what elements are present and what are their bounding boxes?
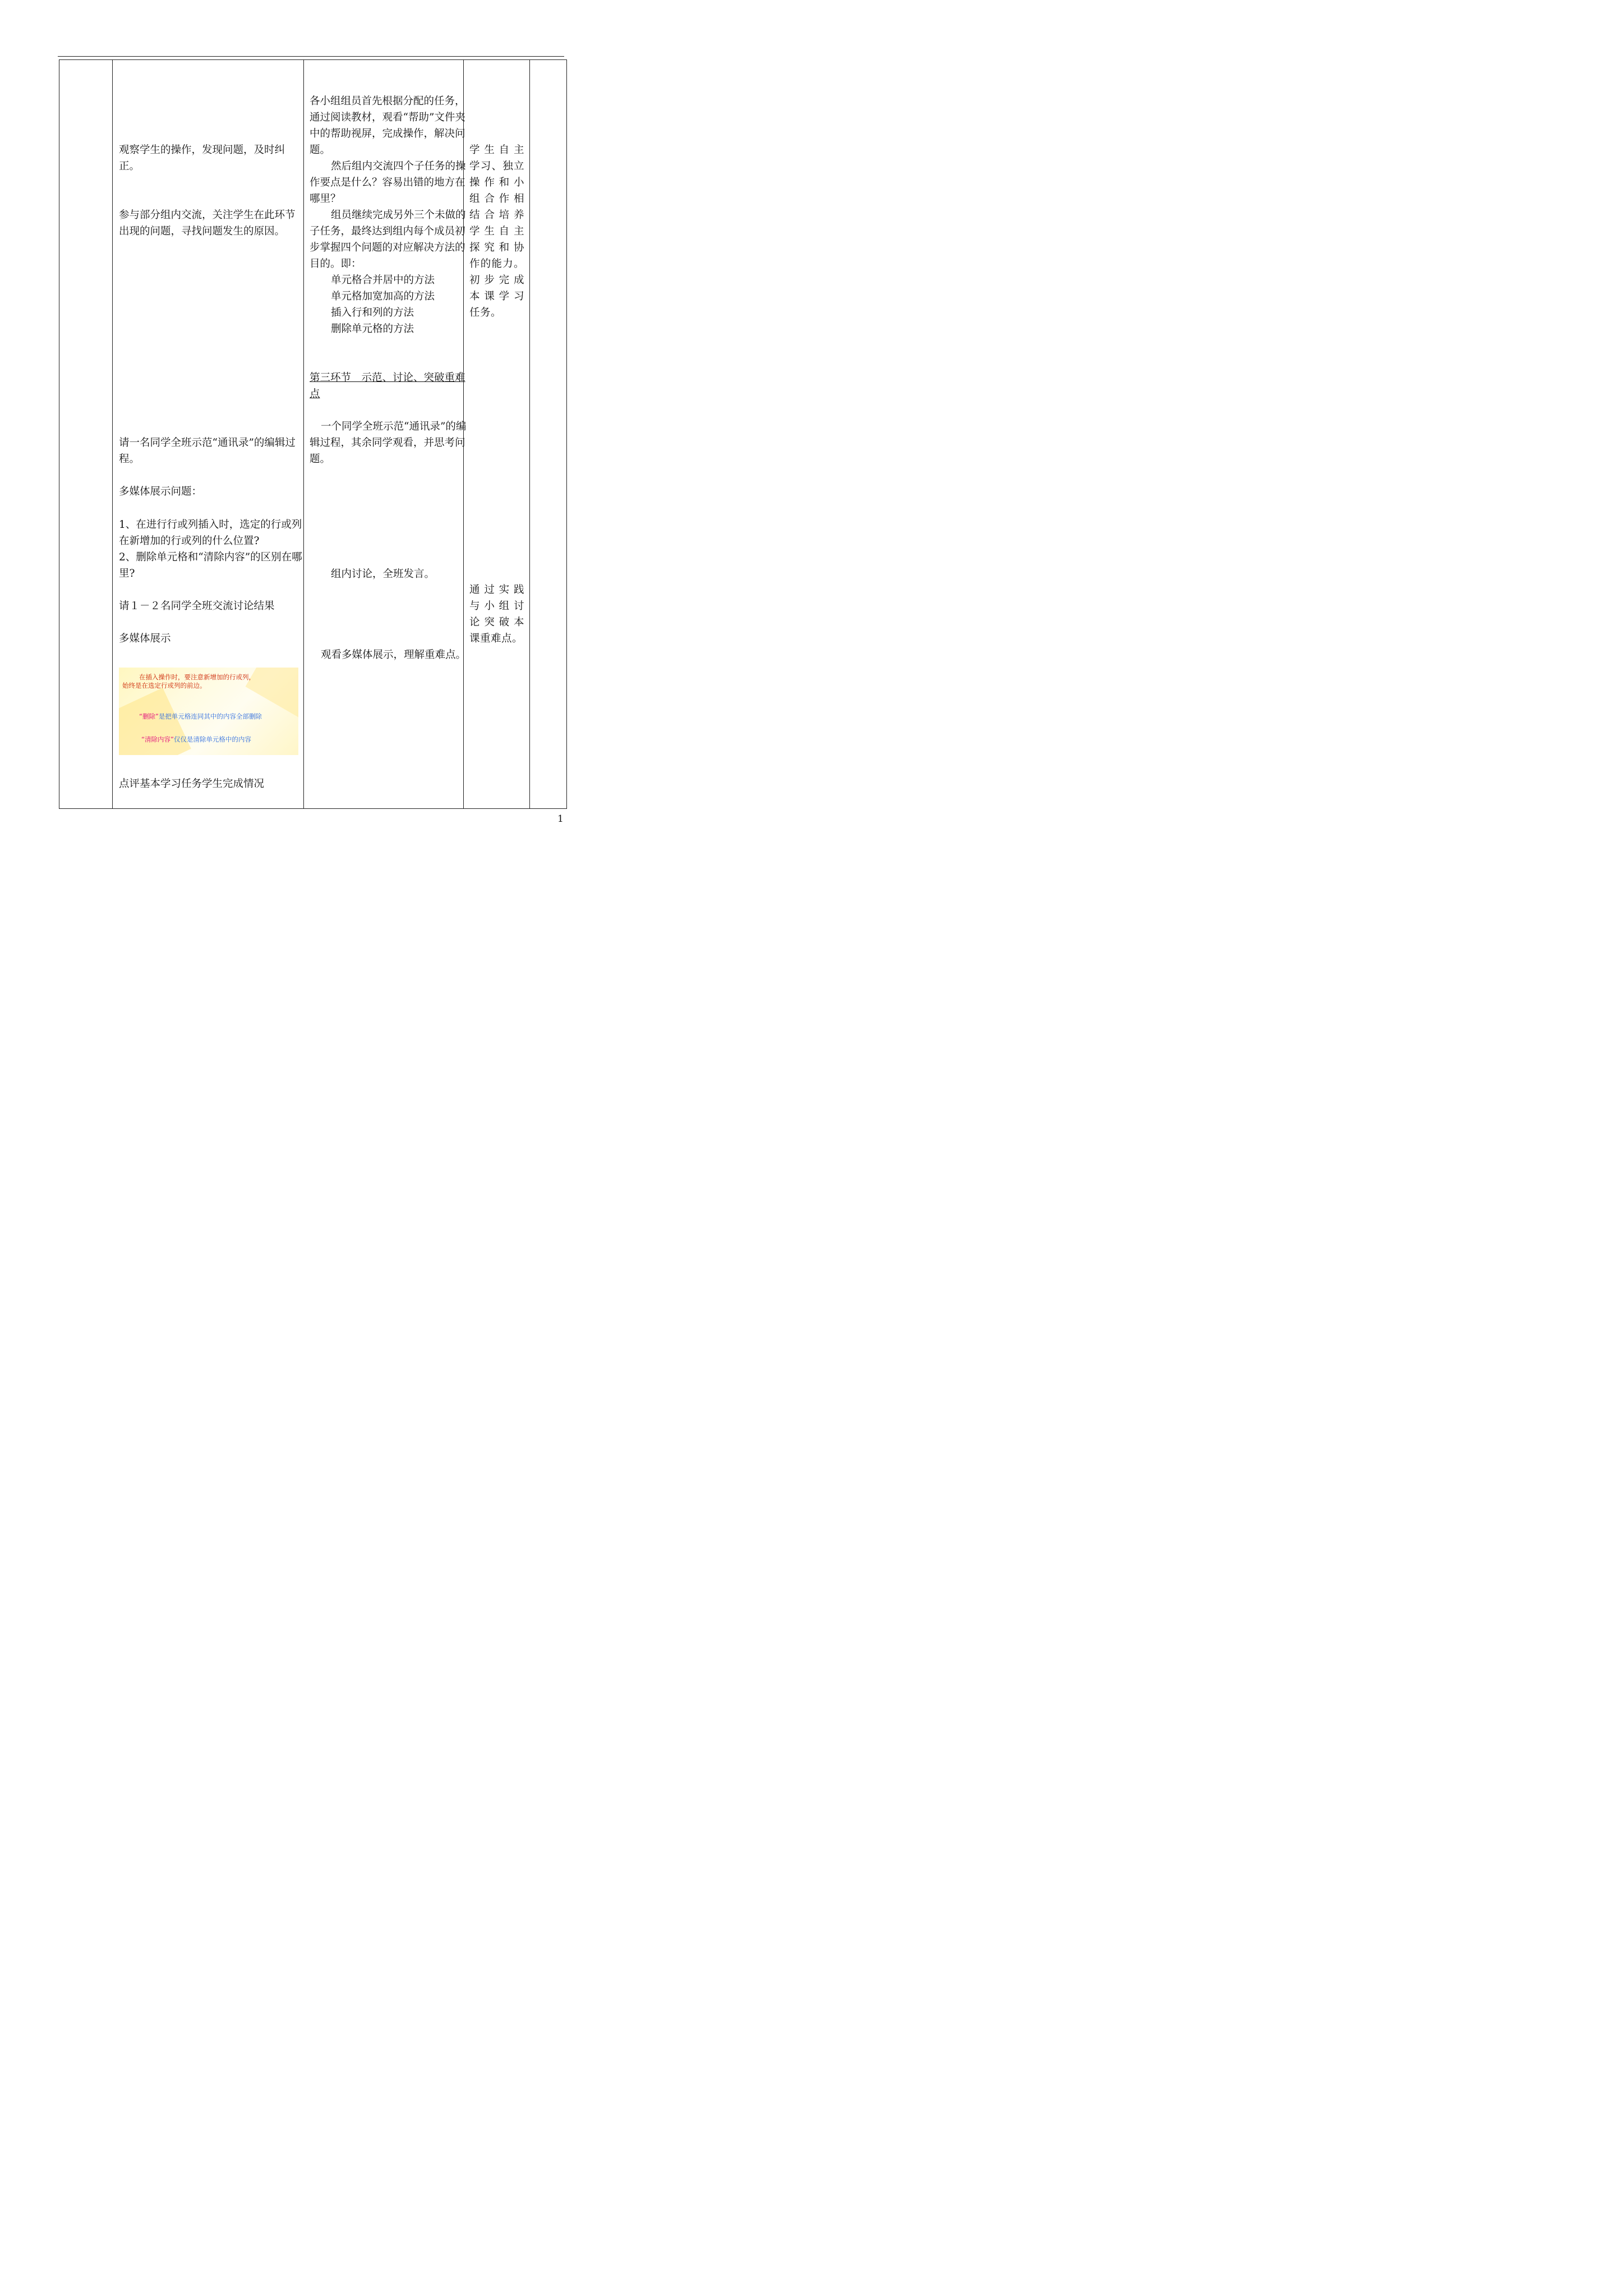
intent-line: 学生自主 [469, 144, 524, 156]
header-rule [58, 56, 564, 57]
slide-delete-keyword: “删除” [139, 712, 159, 720]
intent-line: 探究和协 [469, 242, 524, 254]
teacher-activity-multimedia-questions: 多媒体展示问题： [119, 486, 202, 498]
teacher-activity-observe: 观察学生的操作，发现问题，及时纠正。 [119, 144, 285, 172]
intent-line: 初步完成 [469, 274, 524, 286]
teacher-activity-multimedia-show: 多媒体展示 [119, 633, 171, 645]
design-intent-2 [469, 582, 524, 647]
method-item: 单元格加宽加高的方法 [331, 291, 435, 302]
intent-line: 学生自主 [469, 226, 524, 237]
page-number: 1 [557, 813, 564, 825]
slide-clear-keyword: “清除内容” [141, 735, 174, 743]
intent-line: 通过实践 [469, 584, 524, 596]
question-2: 2、删除单元格和“清除内容”的区别在哪里? [119, 551, 302, 579]
slide-line-1: 在插入操作时，要注意新增加的行或列， [139, 673, 255, 681]
student-activity-demo: 一个同学全班示范“通讯录”的编辑过程，其余同学观看，并思考问题。 [310, 421, 467, 465]
intent-line: 任务。 [469, 307, 502, 319]
method-item: 单元格合并居中的方法 [331, 274, 435, 286]
student-activity-discuss: 组内讨论，全班发言。 [331, 568, 435, 580]
student-activity-continue: 组员继续完成另外三个未做的子任务，最终达到组内每个成员初步掌握四个问题的对应解决方法的目的。即： [310, 209, 466, 270]
teacher-activity-participate: 参与部分组内交流，关注学生在此环节出现的问题，寻找问题发生的原因。 [119, 209, 296, 237]
intent-line: 本课学习 [469, 291, 524, 302]
design-intent-1 [469, 142, 524, 321]
student-activity-exchange: 然后组内交流四个子任务的操作要点是什么？容易出错的地方在哪里？ [310, 160, 466, 205]
slide-line-2: 始终是在选定行或列的前边。 [122, 682, 206, 689]
multimedia-slide-image [119, 668, 298, 755]
intent-line: 组合作相 [469, 193, 524, 205]
column-divider [112, 60, 113, 808]
intent-line: 论突破本 [469, 616, 524, 628]
student-activity-tasks: 各小组组员首先根据分配的任务，通过阅读教材，观看“帮助”文件夹中的帮助视屏，完成操作，解决问题。 [310, 95, 465, 156]
slide-decoration [119, 688, 191, 755]
slide-clear-text: 仅仅是清除单元格中的内容 [173, 735, 251, 743]
intent-line: 与小组讨 [469, 600, 524, 612]
slide-clear-line [141, 735, 251, 744]
intent-line: 作的能力。 [469, 258, 524, 270]
teacher-activity-review: 点评基本学习任务学生完成情况 [119, 778, 265, 790]
teacher-activity-demo-request: 请一名同学全班示范“通讯录”的编辑过程。 [119, 437, 296, 465]
intent-line: 学习、独立 [469, 160, 524, 172]
student-activity-watch: 观看多媒体展示，理解重难点。 [321, 649, 467, 661]
slide-delete-line [139, 712, 262, 721]
intent-line: 课重难点。 [469, 633, 523, 645]
teacher-activity-share-results: 请１－２名同学全班交流讨论结果 [119, 600, 275, 612]
section-title: 第三环节 示范、讨论、突破重难点 [310, 372, 465, 400]
column-divider [529, 60, 530, 808]
intent-line: 结合培养 [469, 209, 524, 221]
lesson-plan-table [59, 59, 567, 809]
method-item: 插入行和列的方法 [331, 307, 414, 319]
intent-line: 操作和小 [469, 177, 524, 188]
slide-delete-text: 是把单元格连同其中的内容全部删除 [158, 712, 262, 720]
question-1: 1、在进行行或列插入时，选定的行或列在新增加的行或列的什么位置? [119, 519, 302, 547]
method-item: 删除单元格的方法 [331, 323, 414, 335]
